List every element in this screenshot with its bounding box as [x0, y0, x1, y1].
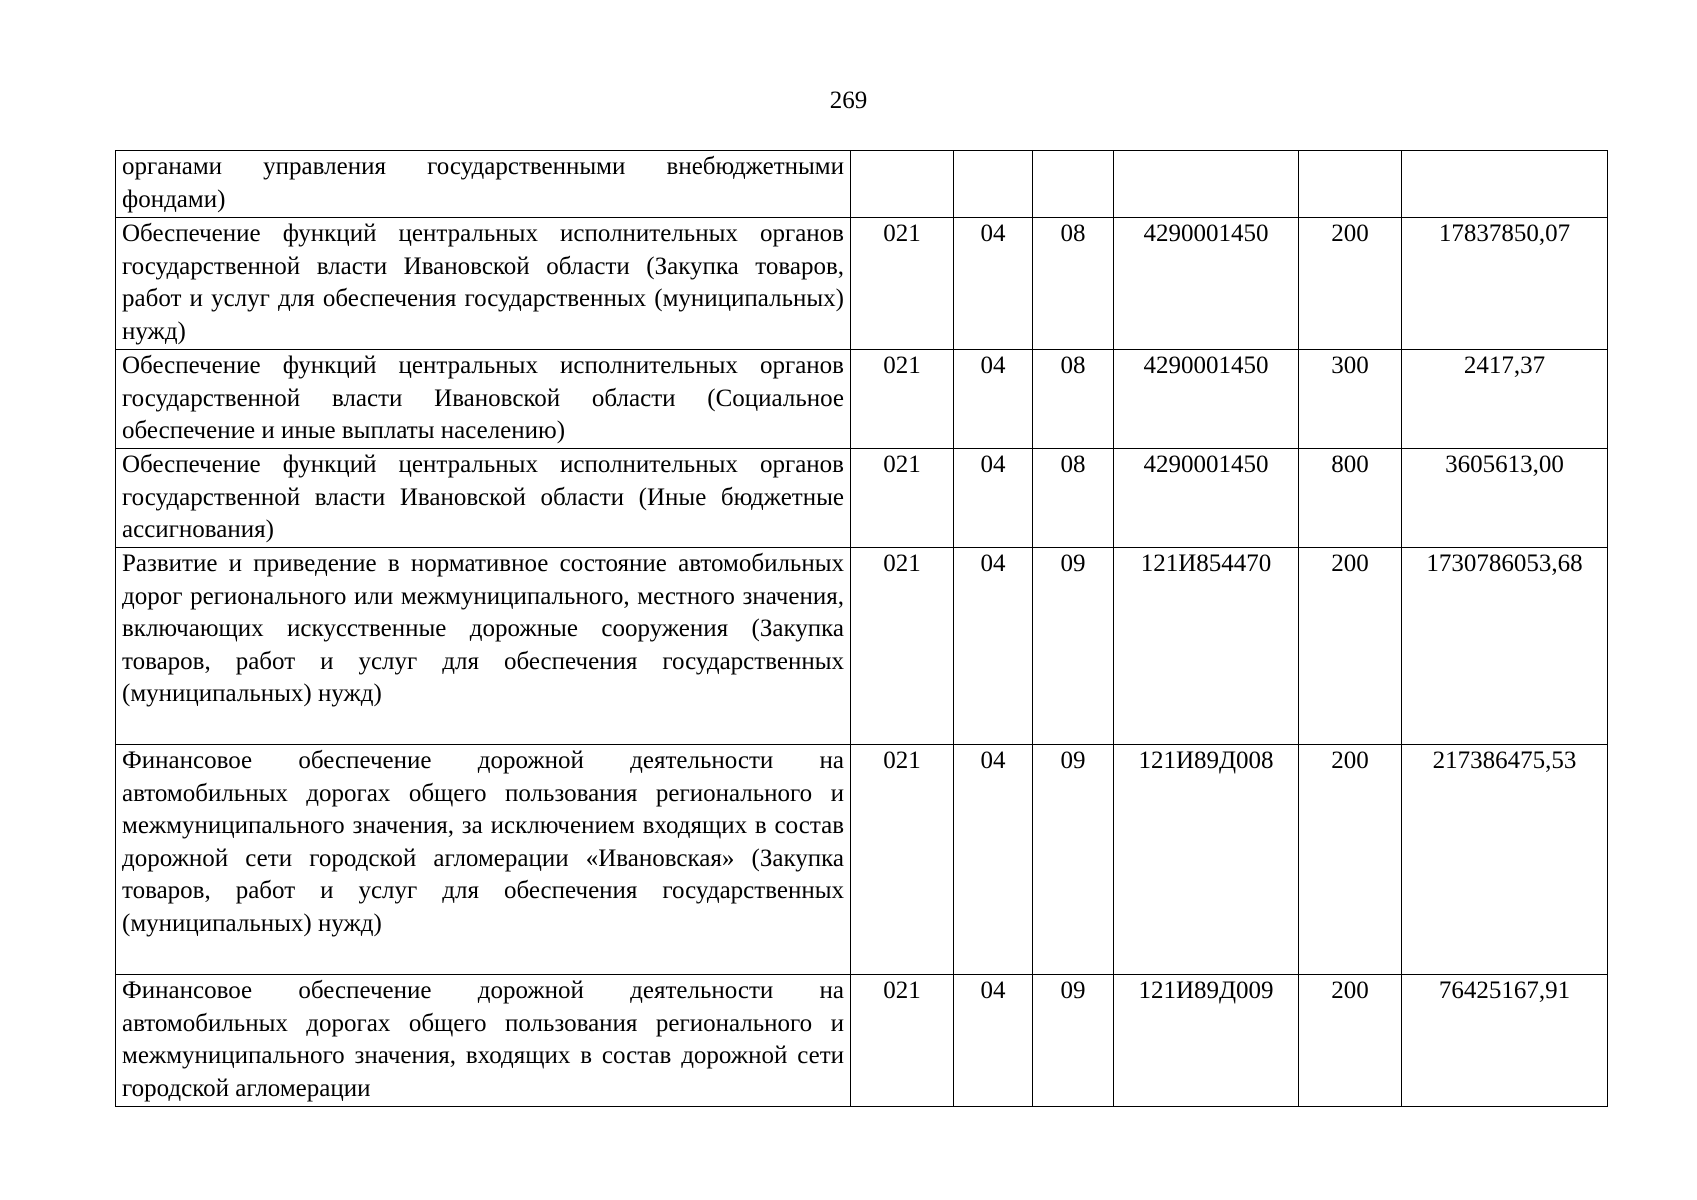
row-admin-code — [851, 151, 954, 218]
table-row — [116, 975, 1608, 1107]
row-section-code: 04 — [954, 449, 1033, 548]
page-number: 269 — [829, 87, 868, 114]
row-expense-type-code: 200 — [1299, 975, 1402, 1107]
row-admin-code: 021 — [851, 548, 954, 745]
row-expense-type-code: 800 — [1299, 449, 1402, 548]
row-subsection-code: 09 — [1033, 745, 1114, 975]
row-amount — [1402, 151, 1608, 218]
row-description: органами управления государственными внебюджетными фондами) — [116, 151, 851, 218]
row-subsection-code: 08 — [1033, 449, 1114, 548]
row-admin-code: 021 — [851, 218, 954, 350]
row-description: Обеспечение функций центральных исполнительных органов государственной власти Ивановской области (Закупка товаров, работ и услуг для обеспечения государственных (муниципальных) нужд) — [116, 218, 851, 350]
row-amount: 1730786053,68 — [1402, 548, 1608, 745]
row-section-code: 04 — [954, 350, 1033, 449]
row-admin-code: 021 — [851, 449, 954, 548]
row-expense-type-code: 300 — [1299, 350, 1402, 449]
table-row — [116, 218, 1608, 350]
row-amount: 2417,37 — [1402, 350, 1608, 449]
row-target-code: 121И89Д009 — [1114, 975, 1299, 1107]
row-target-code: 4290001450 — [1114, 449, 1299, 548]
row-expense-type-code: 200 — [1299, 745, 1402, 975]
row-subsection-code — [1033, 151, 1114, 218]
row-target-code: 121И89Д008 — [1114, 745, 1299, 975]
row-description: Обеспечение функций центральных исполнительных органов государственной власти Ивановской области (Иные бюджетные ассигнования) — [116, 449, 851, 548]
row-admin-code: 021 — [851, 975, 954, 1107]
row-section-code: 04 — [954, 218, 1033, 350]
row-amount: 3605613,00 — [1402, 449, 1608, 548]
row-description: Обеспечение функций центральных исполнительных органов государственной власти Ивановской области (Социальное обеспечение и иные выплаты населению) — [116, 350, 851, 449]
row-amount: 217386475,53 — [1402, 745, 1608, 975]
row-description: Финансовое обеспечение дорожной деятельности на автомобильных дорогах общего пользования регионального и межмуниципального значения, за исключением входящих в состав дорожной сети городской агломерации «Ивановская» (Закупка товаров, работ и услуг для обеспечения государственных (муниципальных) нужд) — [116, 745, 851, 975]
row-description: Финансовое обеспечение дорожной деятельности на автомобильных дорогах общего пользования регионального и межмуниципального значения, входящих в состав дорожной сети городской агломерации — [116, 975, 851, 1107]
table-row — [116, 350, 1608, 449]
table-row — [116, 449, 1608, 548]
row-section-code — [954, 151, 1033, 218]
row-subsection-code: 08 — [1033, 350, 1114, 449]
row-expense-type-code: 200 — [1299, 548, 1402, 745]
row-description: Развитие и приведение в нормативное состояние автомобильных дорог регионального или межмуниципального, местного значения, включающих искусственные дорожные сооружения (Закупка товаров, работ и услуг для обеспечения государственных (муниципальных) нужд) — [116, 548, 851, 745]
row-subsection-code: 09 — [1033, 548, 1114, 745]
row-section-code: 04 — [954, 548, 1033, 745]
row-target-code: 121И854470 — [1114, 548, 1299, 745]
row-target-code — [1114, 151, 1299, 218]
row-section-code: 04 — [954, 975, 1033, 1107]
row-admin-code: 021 — [851, 350, 954, 449]
row-amount: 17837850,07 — [1402, 218, 1608, 350]
row-amount: 76425167,91 — [1402, 975, 1608, 1107]
row-section-code: 04 — [954, 745, 1033, 975]
table-row — [116, 548, 1608, 745]
table-row — [116, 151, 1608, 218]
row-expense-type-code — [1299, 151, 1402, 218]
row-target-code: 4290001450 — [1114, 350, 1299, 449]
row-subsection-code: 09 — [1033, 975, 1114, 1107]
table-row — [116, 745, 1608, 975]
row-admin-code: 021 — [851, 745, 954, 975]
row-target-code: 4290001450 — [1114, 218, 1299, 350]
budget-table — [115, 150, 1608, 1107]
row-subsection-code: 08 — [1033, 218, 1114, 350]
row-expense-type-code: 200 — [1299, 218, 1402, 350]
